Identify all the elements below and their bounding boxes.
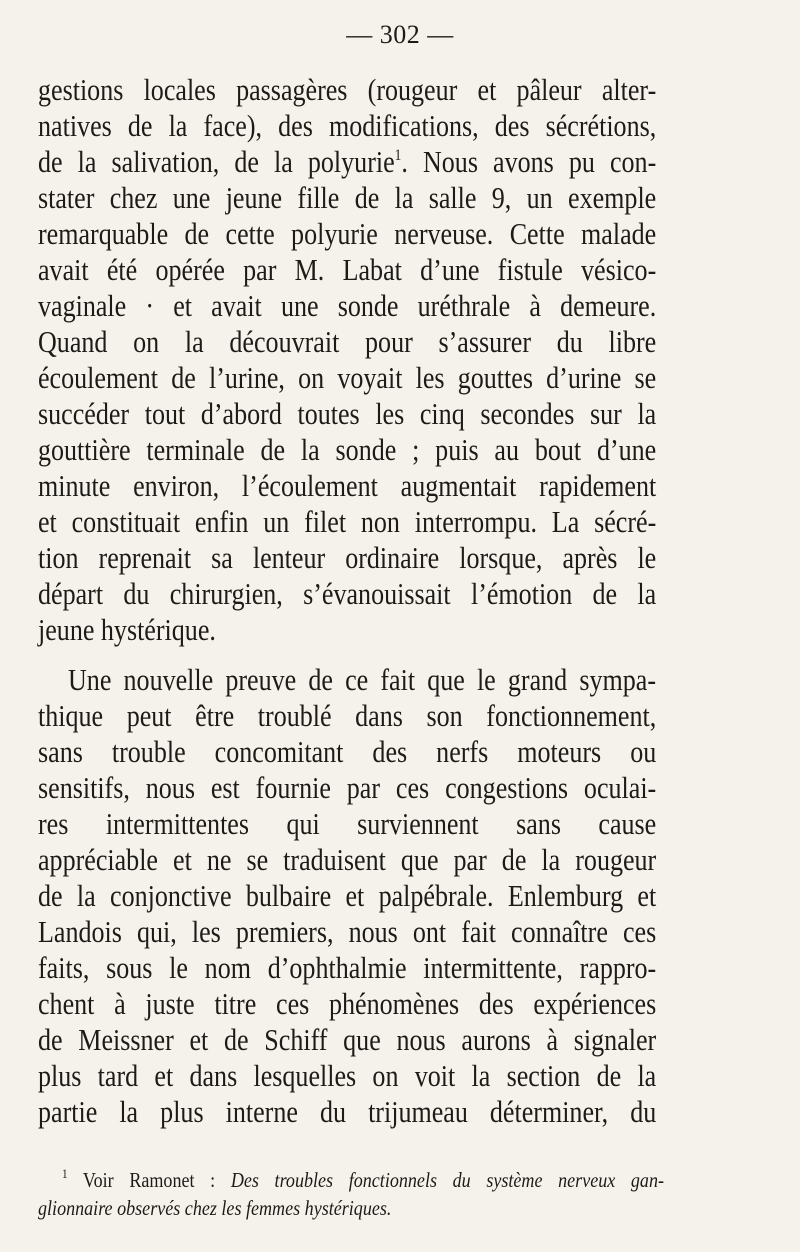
text-line: écoulement de l’urine, on voyait les gouttes d’urine se xyxy=(38,360,657,395)
text-line: plus tard et dans lesquelles on voit la section de la xyxy=(38,1058,657,1093)
text-line: gestions locales passagères (rougeur et pâleur alter- xyxy=(38,72,657,107)
text-line: thique peut être troublé dans son fonctionnement, xyxy=(38,698,657,733)
text-line-with-note xyxy=(38,144,656,180)
footnote-reference: 1 xyxy=(394,147,402,164)
text-line: Une nouvelle preuve de ce fait que le grand sympa- xyxy=(68,662,656,697)
text-line: appréciable et ne se traduisent que par de la rougeur xyxy=(38,842,657,877)
text-line: tion reprenait sa lenteur ordinaire lorsque, après le xyxy=(38,540,657,575)
footnote-title: Des troubles fonctionnels du système nerveux gan- xyxy=(230,1168,665,1192)
text-segment: . Nous avons pu con- xyxy=(401,144,657,179)
footnote-line xyxy=(62,1166,664,1194)
text-line: minute environ, l’écoulement augmentait rapidement xyxy=(38,468,657,503)
footnote-marker: 1 xyxy=(62,1166,68,1181)
footnote-line xyxy=(38,1194,661,1222)
text-line: Landois qui, les premiers, nous ont fait connaître ces xyxy=(38,914,657,949)
text-line: Quand on la découvrait pour s’assurer du libre xyxy=(38,324,657,359)
text-line: sans trouble concomitant des nerfs moteurs ou xyxy=(38,734,657,769)
text-line: succéder tout d’abord toutes les cinq secondes sur la xyxy=(38,396,657,431)
text-segment: de la salivation, de la polyurie xyxy=(38,144,395,179)
text-line: chent à juste titre ces phénomènes des expériences xyxy=(38,986,657,1021)
text-line: jeune hystérique. xyxy=(38,612,216,647)
footnote-title: glionnaire observés chez les femmes hystériques. xyxy=(38,1196,392,1220)
text-line: avait été opérée par M. Labat d’une fistule vésico- xyxy=(38,252,657,287)
text-line: départ du chirurgien, s’évanouissait l’émotion de la xyxy=(38,576,657,611)
text-line: de la conjonctive bulbaire et palpébrale. Enlemburg et xyxy=(38,878,657,913)
page-number: — 302 — xyxy=(346,20,454,49)
text-line: natives de la face), des modifications, des sécrétions, xyxy=(38,108,657,143)
footnote-prefix: Voir Ramonet : xyxy=(82,1168,216,1192)
text-line: sensitifs, nous est fournie par ces congestions oculai- xyxy=(38,770,657,805)
text-line: et constituait enfin un filet non interrompu. La sécré- xyxy=(38,504,657,539)
text-line: stater chez une jeune fille de la salle 9, un exemple xyxy=(38,180,657,215)
text-line: de Meissner et de Schiff que nous aurons à signaler xyxy=(38,1022,657,1057)
text-line: remarquable de cette polyurie nerveuse. Cette malade xyxy=(38,216,657,251)
text-line: gouttière terminale de la sonde ; puis au bout d’une xyxy=(38,432,657,467)
text-line: faits, sous le nom d’ophthalmie intermittente, rappro- xyxy=(38,950,657,985)
text-line: vaginale · et avait une sonde uréthrale à demeure. xyxy=(38,288,657,323)
text-line: res intermittentes qui surviennent sans cause xyxy=(38,806,657,841)
text-line: partie la plus interne du trijumeau déterminer, du xyxy=(38,1094,657,1129)
